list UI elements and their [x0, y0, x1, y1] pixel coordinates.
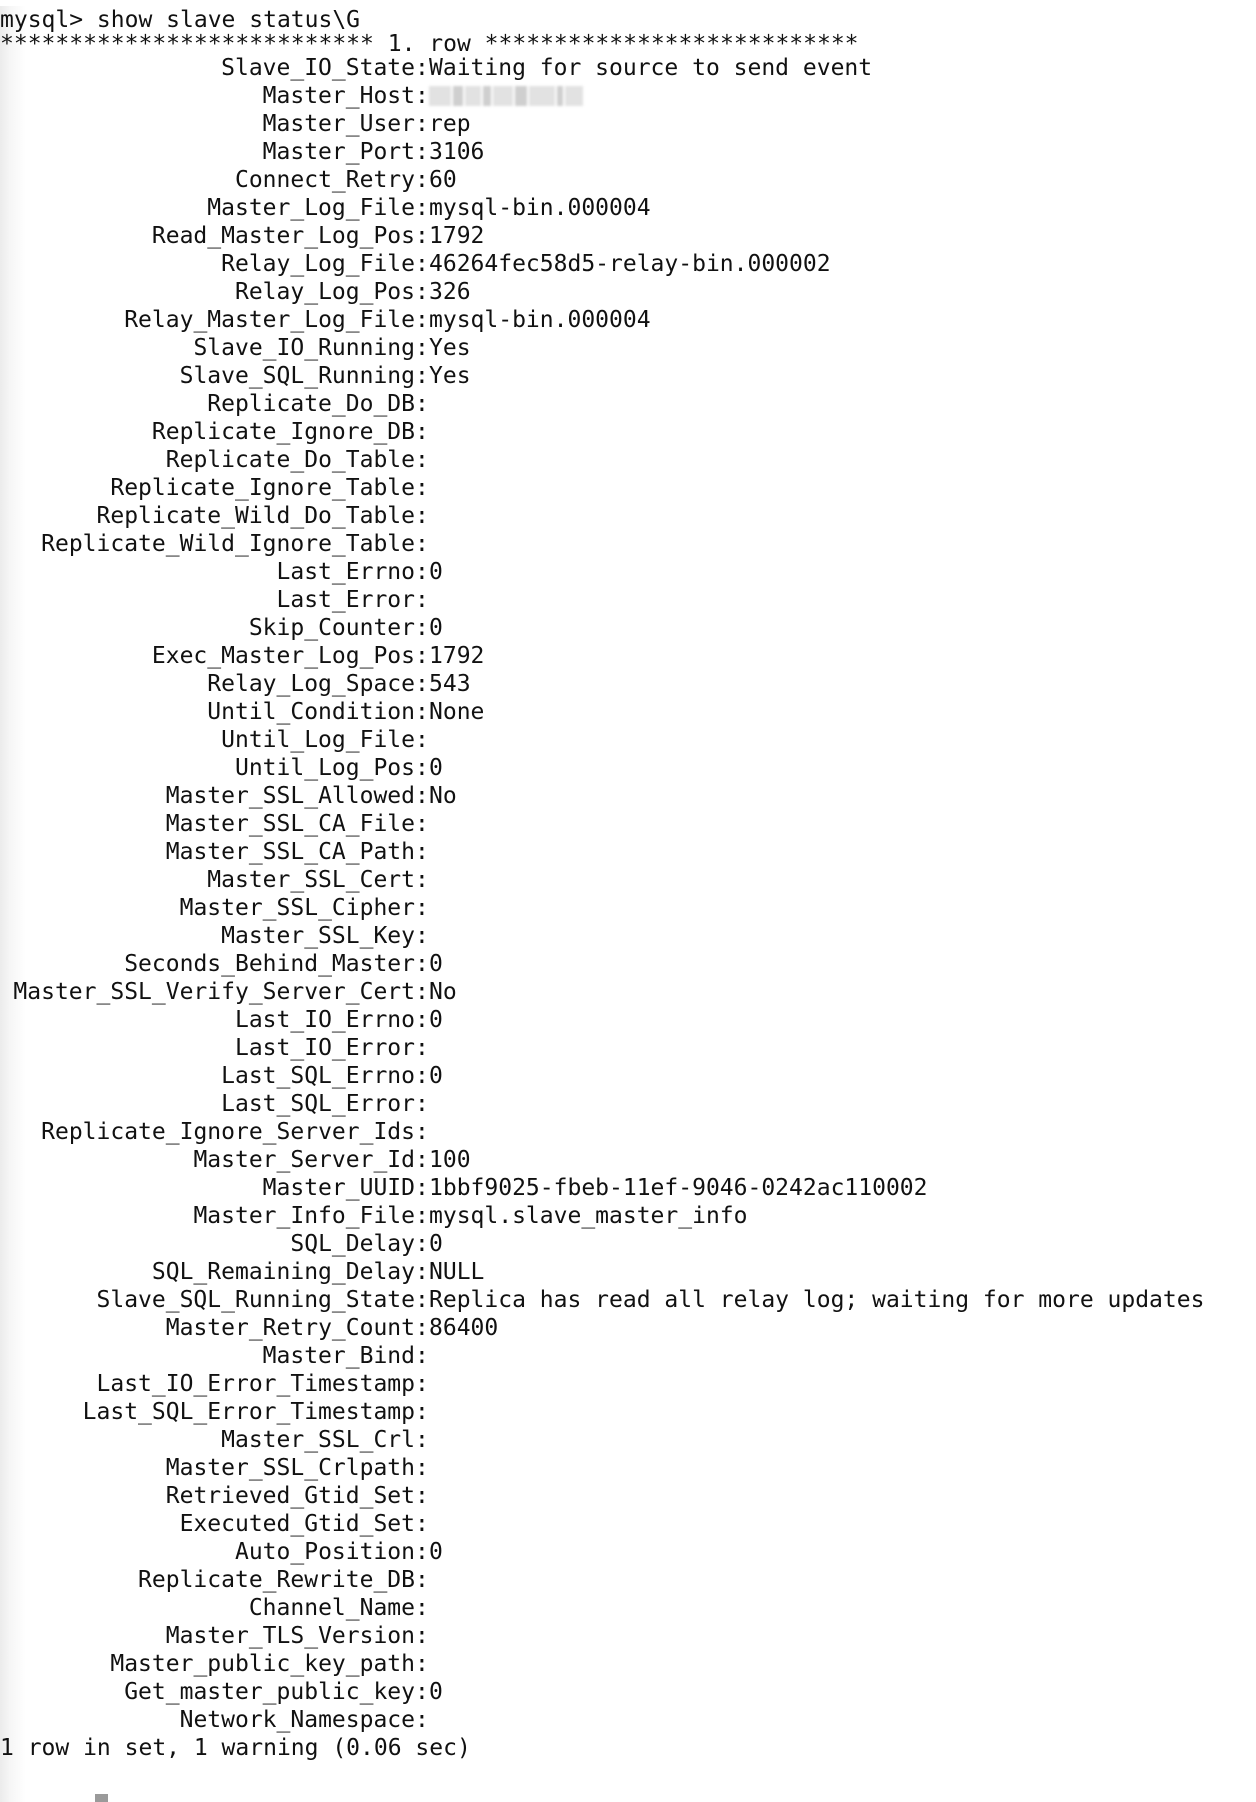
status-field-row	[0, 418, 1256, 446]
field-key: Slave_SQL_Running	[179, 363, 415, 389]
field-value: No	[429, 783, 457, 809]
field-separator: :	[415, 1035, 429, 1061]
field-separator: :	[415, 979, 429, 1005]
text-cursor	[95, 1794, 108, 1802]
field-key: Last_SQL_Error_Timestamp	[82, 1399, 415, 1425]
status-field-row	[0, 1622, 1256, 1650]
field-key: Master_SSL_Crl	[221, 1427, 415, 1453]
status-field-row	[0, 1706, 1256, 1734]
status-field-row	[0, 1202, 1256, 1230]
field-separator: :	[415, 167, 429, 193]
field-key: Master_SSL_Cipher	[179, 895, 415, 921]
status-field-row	[0, 1146, 1256, 1174]
field-value: mysql.slave_master_info	[429, 1203, 748, 1229]
status-field-row	[0, 1566, 1256, 1594]
field-key: Last_IO_Error_Timestamp	[96, 1371, 415, 1397]
field-key: Master_Log_File	[207, 195, 415, 221]
redacted-value	[429, 86, 619, 106]
field-value: 0	[429, 1007, 443, 1033]
status-field-row	[0, 1454, 1256, 1482]
status-field-row	[0, 1342, 1256, 1370]
status-field-row	[0, 530, 1256, 558]
field-value: 0	[429, 615, 443, 641]
status-field-row	[0, 1398, 1256, 1426]
field-separator: :	[415, 83, 429, 109]
status-field-row	[0, 614, 1256, 642]
field-key: Master_SSL_Cert	[207, 867, 415, 893]
status-field-row	[0, 642, 1256, 670]
field-value: 0	[429, 755, 443, 781]
field-separator: :	[415, 1175, 429, 1201]
field-separator: :	[415, 755, 429, 781]
field-key: Exec_Master_Log_Pos	[151, 643, 415, 669]
status-field-row	[0, 558, 1256, 586]
field-key: Last_SQL_Error	[221, 1091, 415, 1117]
field-key: Relay_Master_Log_File	[124, 307, 415, 333]
field-key: Master_User	[262, 111, 415, 137]
field-key: Master_Retry_Count	[165, 1315, 415, 1341]
field-separator: :	[415, 1623, 429, 1649]
field-key: Last_SQL_Errno	[221, 1063, 415, 1089]
field-separator: :	[415, 279, 429, 305]
field-value: 1792	[429, 223, 485, 249]
status-field-row	[0, 1090, 1256, 1118]
field-separator: :	[415, 1427, 429, 1453]
field-value: 326	[429, 279, 471, 305]
field-separator: :	[415, 503, 429, 529]
field-separator: :	[415, 1707, 429, 1733]
field-value: Yes	[429, 363, 471, 389]
row-header: *************************** 1. row ***************************	[0, 31, 859, 57]
field-separator: :	[415, 419, 429, 445]
field-key: SQL_Delay	[290, 1231, 415, 1257]
status-field-row	[0, 362, 1256, 390]
field-separator: :	[415, 1371, 429, 1397]
field-key: Replicate_Wild_Ignore_Table	[41, 531, 415, 557]
field-separator: :	[415, 1091, 429, 1117]
field-key: Seconds_Behind_Master	[124, 951, 415, 977]
field-key: Relay_Log_Pos	[234, 279, 415, 305]
field-key: Master_UUID	[262, 1175, 415, 1201]
status-field-row	[0, 1258, 1256, 1286]
status-field-row	[0, 1118, 1256, 1146]
field-separator: :	[415, 615, 429, 641]
field-value: NULL	[429, 1259, 485, 1285]
field-separator: :	[415, 307, 429, 333]
status-field-row	[0, 950, 1256, 978]
field-value: 0	[429, 559, 443, 585]
terminal-output[interactable]	[0, 6, 1256, 1802]
field-separator: :	[415, 1539, 429, 1565]
field-value: mysql-bin.000004	[429, 307, 651, 333]
field-key: Master_Info_File	[193, 1203, 415, 1229]
field-key: SQL_Remaining_Delay	[151, 1259, 415, 1285]
field-value: rep	[429, 111, 471, 137]
field-separator: :	[415, 699, 429, 725]
status-field-row	[0, 810, 1256, 838]
status-field-row	[0, 502, 1256, 530]
field-separator: :	[415, 1203, 429, 1229]
field-key: Replicate_Rewrite_DB	[138, 1567, 415, 1593]
field-key: Channel_Name	[248, 1595, 415, 1621]
status-field-row	[0, 250, 1256, 278]
field-separator: :	[415, 643, 429, 669]
field-key: Replicate_Ignore_Table	[110, 475, 415, 501]
field-value: Waiting for source to send event	[429, 55, 873, 81]
field-separator: :	[415, 391, 429, 417]
field-key: Master_SSL_CA_Path	[165, 839, 415, 865]
field-separator: :	[415, 867, 429, 893]
field-separator: :	[415, 1007, 429, 1033]
field-separator: :	[415, 1679, 429, 1705]
field-separator: :	[415, 727, 429, 753]
field-key: Master_Host	[262, 83, 415, 109]
status-field-row	[0, 1426, 1256, 1454]
field-separator: :	[415, 1595, 429, 1621]
field-separator: :	[415, 531, 429, 557]
status-field-row	[0, 1370, 1256, 1398]
field-key: Master_public_key_path	[110, 1651, 415, 1677]
field-value: 60	[429, 167, 457, 193]
field-separator: :	[415, 1231, 429, 1257]
status-field-row	[0, 670, 1256, 698]
field-key: Relay_Log_File	[221, 251, 415, 277]
status-field-row	[0, 390, 1256, 418]
status-field-row	[0, 782, 1256, 810]
field-separator: :	[415, 895, 429, 921]
field-key: Replicate_Ignore_DB	[151, 419, 415, 445]
field-value: 46264fec58d5-relay-bin.000002	[429, 251, 831, 277]
field-separator: :	[415, 783, 429, 809]
field-separator: :	[415, 839, 429, 865]
field-separator: :	[415, 111, 429, 137]
field-separator: :	[415, 1511, 429, 1537]
field-key: Network_Namespace	[179, 1707, 415, 1733]
field-key: Master_TLS_Version	[165, 1623, 415, 1649]
field-separator: :	[415, 1315, 429, 1341]
status-field-row	[0, 138, 1256, 166]
status-field-row	[0, 222, 1256, 250]
field-separator: :	[415, 139, 429, 165]
status-field-row	[0, 278, 1256, 306]
field-separator: :	[415, 1455, 429, 1481]
field-key: Until_Condition	[207, 699, 415, 725]
field-key: Connect_Retry	[234, 167, 415, 193]
status-field-row	[0, 194, 1256, 222]
field-separator: :	[415, 923, 429, 949]
status-field-row	[0, 978, 1256, 1006]
status-field-row	[0, 166, 1256, 194]
field-value: 0	[429, 1539, 443, 1565]
field-key: Master_Port	[262, 139, 415, 165]
field-key: Skip_Counter	[248, 615, 415, 641]
field-key: Relay_Log_Space	[207, 671, 415, 697]
status-field-row	[0, 1174, 1256, 1202]
field-value: 1bbf9025-fbeb-11ef-9046-0242ac110002	[429, 1175, 928, 1201]
field-key: Master_Server_Id	[193, 1147, 415, 1173]
status-field-row	[0, 1034, 1256, 1062]
field-key: Master_SSL_Key	[221, 923, 415, 949]
result-summary: 1 row in set, 1 warning (0.06 sec)	[0, 1735, 471, 1761]
field-key: Auto_Position	[234, 1539, 415, 1565]
field-key: Master_SSL_CA_File	[165, 811, 415, 837]
field-key: Read_Master_Log_Pos	[151, 223, 415, 249]
field-separator: :	[415, 1567, 429, 1593]
status-field-row	[0, 306, 1256, 334]
field-value: Replica has read all relay log; waiting for more updates	[429, 1287, 1205, 1313]
field-value: 0	[429, 1231, 443, 1257]
field-key: Master_SSL_Allowed	[165, 783, 415, 809]
field-value: 0	[429, 951, 443, 977]
status-field-row	[0, 1062, 1256, 1090]
field-separator: :	[415, 1651, 429, 1677]
field-separator: :	[415, 587, 429, 613]
status-field-row	[0, 894, 1256, 922]
status-field-row	[0, 726, 1256, 754]
field-separator: :	[415, 335, 429, 361]
field-value: 0	[429, 1679, 443, 1705]
field-value: Yes	[429, 335, 471, 361]
field-separator: :	[415, 1259, 429, 1285]
field-value: 1792	[429, 643, 485, 669]
status-field-row	[0, 754, 1256, 782]
field-separator: :	[415, 447, 429, 473]
field-key: Replicate_Do_Table	[165, 447, 415, 473]
field-key: Slave_IO_State	[221, 55, 415, 81]
field-key: Master_SSL_Crlpath	[165, 1455, 415, 1481]
status-field-row	[0, 1678, 1256, 1706]
status-field-row	[0, 334, 1256, 362]
field-separator: :	[415, 55, 429, 81]
field-separator: :	[415, 251, 429, 277]
field-key: Replicate_Wild_Do_Table	[96, 503, 415, 529]
status-field-row	[0, 838, 1256, 866]
field-key: Executed_Gtid_Set	[179, 1511, 415, 1537]
status-field-row	[0, 446, 1256, 474]
status-field-row	[0, 1230, 1256, 1258]
field-separator: :	[415, 1399, 429, 1425]
field-key: Master_SSL_Verify_Server_Cert	[13, 979, 415, 1005]
field-key: Retrieved_Gtid_Set	[165, 1483, 415, 1509]
field-separator: :	[415, 1147, 429, 1173]
field-separator: :	[415, 1343, 429, 1369]
field-separator: :	[415, 559, 429, 585]
field-value: 3106	[429, 139, 485, 165]
status-field-row	[0, 474, 1256, 502]
field-key: Master_Bind	[262, 1343, 415, 1369]
status-field-row	[0, 1510, 1256, 1538]
field-separator: :	[415, 195, 429, 221]
status-field-row	[0, 54, 1256, 82]
field-value: 100	[429, 1147, 471, 1173]
field-separator: :	[415, 811, 429, 837]
field-value: 0	[429, 1063, 443, 1089]
field-value: No	[429, 979, 457, 1005]
status-field-row	[0, 698, 1256, 726]
field-key: Get_master_public_key	[124, 1679, 415, 1705]
field-value: mysql-bin.000004	[429, 195, 651, 221]
status-field-row	[0, 1286, 1256, 1314]
field-key: Last_IO_Error	[234, 1035, 415, 1061]
status-field-row	[0, 1650, 1256, 1678]
status-field-row	[0, 1538, 1256, 1566]
field-key: Replicate_Ignore_Server_Ids	[41, 1119, 415, 1145]
field-separator: :	[415, 1063, 429, 1089]
field-separator: :	[415, 671, 429, 697]
status-field-row	[0, 1594, 1256, 1622]
field-separator: :	[415, 1483, 429, 1509]
field-value: 86400	[429, 1315, 499, 1341]
field-key: Slave_IO_Running	[193, 335, 415, 361]
status-field-row	[0, 82, 1256, 110]
field-separator: :	[415, 475, 429, 501]
field-separator: :	[415, 1119, 429, 1145]
status-field-row	[0, 110, 1256, 138]
field-key: Until_Log_File	[221, 727, 415, 753]
field-value: 543	[429, 671, 471, 697]
field-separator: :	[415, 363, 429, 389]
field-key: Until_Log_Pos	[234, 755, 415, 781]
status-field-row	[0, 1006, 1256, 1034]
command-line: mysql> show slave status\G	[0, 7, 361, 33]
field-separator: :	[415, 951, 429, 977]
field-separator: :	[415, 1287, 429, 1313]
field-separator: :	[415, 223, 429, 249]
status-field-row	[0, 1482, 1256, 1510]
field-key: Slave_SQL_Running_State	[96, 1287, 415, 1313]
field-key: Last_Errno	[276, 559, 415, 585]
field-key: Last_Error	[276, 587, 415, 613]
field-key: Replicate_Do_DB	[207, 391, 415, 417]
status-field-row	[0, 1314, 1256, 1342]
status-field-row	[0, 586, 1256, 614]
field-value: None	[429, 699, 485, 725]
field-key: Last_IO_Errno	[234, 1007, 415, 1033]
status-field-row	[0, 922, 1256, 950]
status-field-row	[0, 866, 1256, 894]
